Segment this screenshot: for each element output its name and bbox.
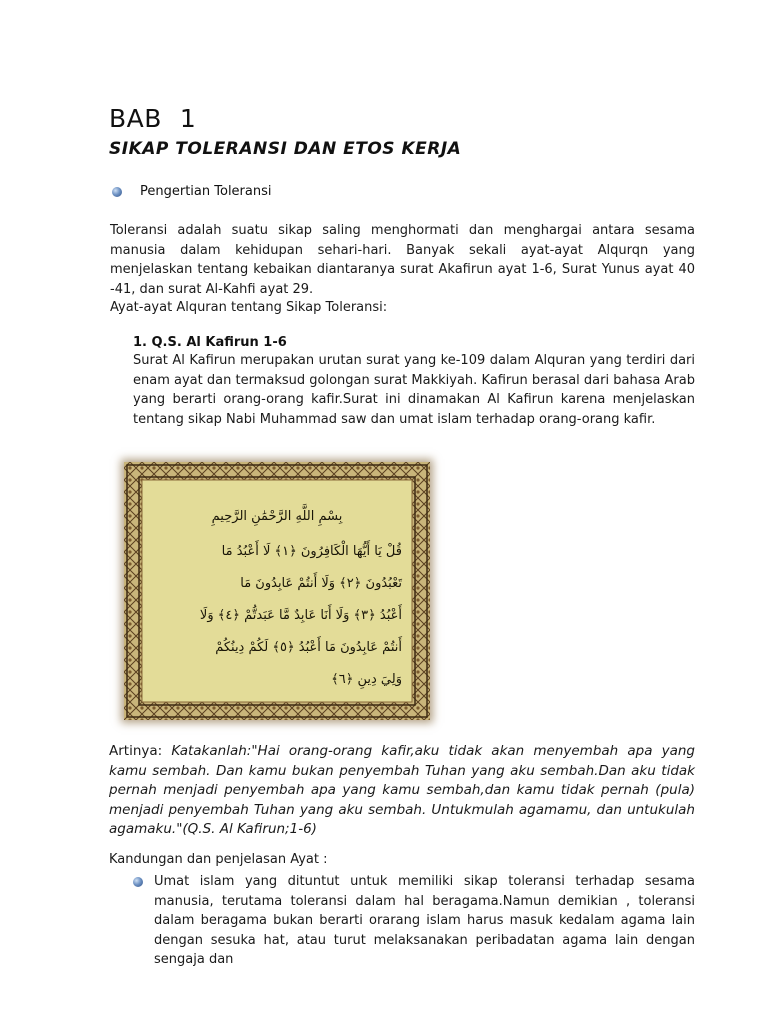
definition-paragraph: Toleransi adalah suatu sikap saling menghormati dan menghargai antara sesama manusia dalam kehidupan sehari-hari. Banyak sekali ayat-ayat Alqurqn yang menjelaskan tentang kebaikan diantaranya surat Akafirun ayat 1-6, Surat Yunus ayat 40 -41, dan surat Al-Kahfi ayat 29. [110, 223, 695, 297]
surah-heading: 1. Q.S. Al Kafirun 1-6 [133, 335, 287, 350]
intro-verses-paragraph: Ayat-ayat Alquran tentang Sikap Toleransi: [110, 300, 388, 315]
bismillah-text: بِسْمِ اللَّهِ الرَّحْمَٰنِ الرَّحِيمِ [211, 509, 343, 524]
chapter-title: SIKAP TOLERANSI DAN ETOS KERJA [109, 139, 462, 159]
bullet-icon [112, 187, 122, 197]
list-item-text: Umat islam yang dituntut untuk memiliki sikap toleransi terhadap sesama manusia, terutama toleransi dalam hal beragama.Namun demikian , toleransi dalam beragama bukan berarti orarang islam harus masuk kedalam agama lain dengan sesuka hat, atau turut melaksanakan peribadatan agama lain dengan sengaja dan [154, 874, 695, 967]
section-heading [112, 184, 272, 199]
bullet-icon [133, 877, 143, 887]
chapter-number: 1 [179, 104, 197, 133]
verse-line: أَنتُمْ عَابِدُونَ مَا أَعْبُدُ ﴿٥﴾ لَكُمْ دِينُكُمْ [215, 640, 402, 655]
chapter-heading [109, 104, 196, 133]
list-item [133, 872, 695, 970]
verse-line: وَلِيَ دِينِ ﴿٦﴾ [331, 672, 402, 687]
section-heading-text: Pengertian Toleransi [140, 184, 272, 199]
quran-verse-image [124, 462, 430, 720]
chapter-label: BAB [109, 104, 162, 133]
translation-block [109, 742, 695, 840]
quran-verse-graphic [124, 462, 430, 720]
translation-text: Katakanlah:"Hai orang-orang kafir,aku tidak akan menyembah apa yang kamu sembah. Dan kamu bukan penyembah Tuhan yang aku sembah.Dan aku tidak pernah menjadi penyembah apa yang kamu sembah,dan kamu tidak pernah (pula) menjadi penyembah Tuhan yang aku sembah. Untukmulah agamamu, dan untukulah agamaku."(Q.S. Al Kafirun;1-6) [109, 743, 695, 837]
translation-label: Artinya: [109, 743, 163, 759]
verse-line: تَعْبُدُونَ ﴿٢﴾ وَلَا أَنتُمْ عَابِدُونَ مَا [240, 576, 402, 591]
verse-line: أَعْبُدُ ﴿٣﴾ وَلَا أَنَا عَابِدٌ مَّا عَبَدتُّمْ ﴿٤﴾ وَلَا [199, 608, 402, 623]
verse-line: قُلْ يَا أَيُّهَا الْكَافِرُونَ ﴿١﴾ لَا أَعْبُدُ مَا [221, 544, 402, 559]
explanation-heading: Kandungan dan penjelasan Ayat : [109, 852, 328, 867]
surah-description: Surat Al Kafirun merupakan urutan surat yang ke-109 dalam Alquran yang terdiri dari enam ayat dan termaksud golongan surat Makkiyah. Kafirun berasal dari bahasa Arab yang berarti orang-orang kafir.Surat ini dinamakan Al Kafirun karena menjelaskan tentang sikap Nabi Muhammad saw dan umat islam terhadap orang-orang kafir. [133, 353, 695, 427]
